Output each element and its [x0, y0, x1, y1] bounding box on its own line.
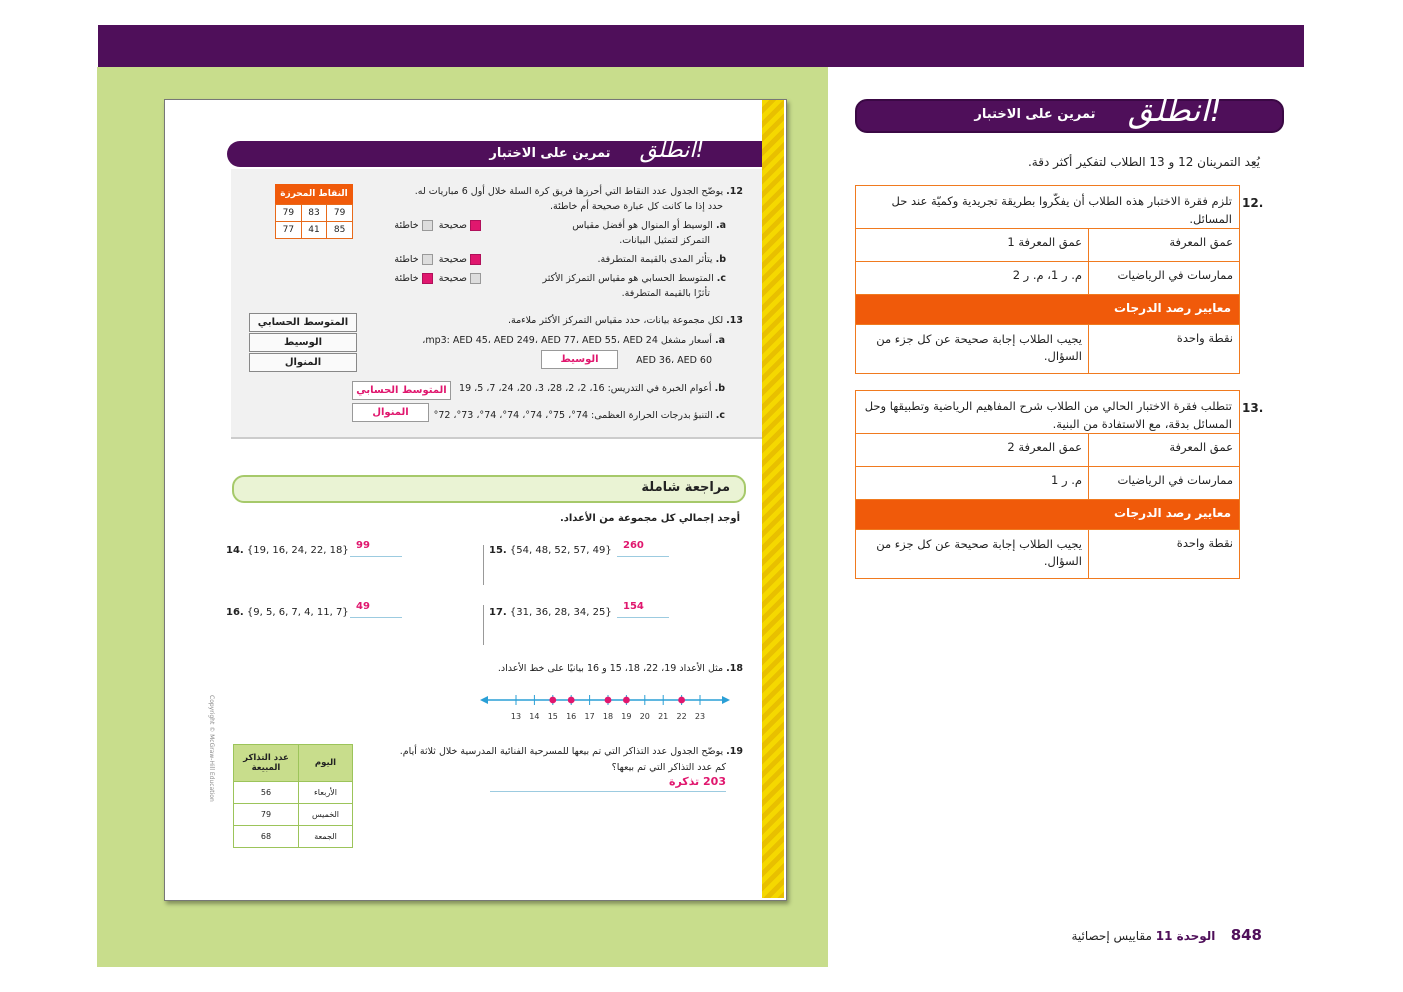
tickets-count: 79 — [234, 804, 299, 826]
points-cell: 79 — [276, 205, 302, 222]
points-cell: 79 — [327, 205, 353, 222]
q13a-line2: AED 36، AED 60 — [636, 355, 712, 366]
q12c — [500, 271, 726, 286]
tickets-day: الخميس — [299, 804, 353, 826]
q13b-label: b. — [714, 383, 725, 394]
q15-answer[interactable]: 260 — [617, 540, 669, 557]
q13a-answer[interactable]: الوسيط — [541, 350, 618, 369]
q13-text — [420, 313, 743, 328]
q17 — [489, 607, 619, 618]
page-number: 848 — [1230, 926, 1262, 944]
q12c-line2: تأثرًا بالقيمة المتطرفة. — [621, 288, 710, 299]
q17-set: {31, 36, 28, 34, 25} — [509, 607, 612, 618]
points-cell: 77 — [276, 222, 302, 239]
q12b — [500, 252, 726, 267]
t12-number — [1242, 192, 1264, 211]
q13c-text: التنبؤ بدرجات الحرارة العظمى: 74°، 75°، 74°، 74°، 74°، 73°، 72° — [433, 410, 713, 421]
t12-mp-row — [856, 261, 1239, 295]
false-label: خاطئة — [394, 220, 419, 231]
false-label: خاطئة — [394, 273, 419, 284]
number-line-point[interactable] — [623, 697, 630, 704]
number-line-tick-label: 14 — [529, 712, 540, 721]
left-arrow-icon — [480, 696, 488, 704]
t12-num-text: 12. — [1242, 196, 1264, 210]
t13-score-row — [856, 529, 1239, 578]
true-checkbox[interactable] — [470, 220, 481, 231]
tickets-table — [233, 744, 353, 848]
student-header-go: انطلق! — [639, 138, 705, 163]
q17-answer[interactable]: 154 — [617, 601, 669, 618]
number-line-tick-label: 18 — [602, 712, 614, 721]
q13b-answer[interactable]: المتوسط الحسابي — [352, 381, 451, 400]
number-line-tick-label: 22 — [676, 712, 687, 721]
q12a-line2: التمركز لتمثيل البيانات. — [619, 235, 710, 246]
points-cell: 41 — [301, 222, 327, 239]
teacher-intro: يُعِد التمرينان 12 و 13 الطلاب لتفكير أكثر دقة. — [1027, 155, 1260, 169]
number-line-tick-label: 19 — [621, 712, 632, 721]
false-checkbox[interactable] — [422, 254, 433, 265]
q18-text: مثل الأعداد 19، 22، 18، 15 و 16 بيانيًا على خط الأعداد. — [497, 663, 724, 674]
t12-table — [855, 185, 1240, 374]
t12-score-row — [856, 324, 1239, 373]
q14-set: {19, 16, 24, 22, 18} — [246, 545, 349, 556]
q18 — [440, 661, 743, 676]
number-line-point[interactable] — [549, 697, 556, 704]
yellow-stripe — [762, 100, 784, 898]
q13-instruction: لكل مجموعة بيانات، حدد مقياس التمركز الأكثر ملاءمة. — [507, 315, 724, 326]
number-line-tick-label: 13 — [510, 712, 522, 721]
option-mean[interactable]: المتوسط الحسابي — [249, 313, 357, 332]
tickets-count: 68 — [234, 826, 299, 848]
false-checkbox[interactable] — [422, 220, 433, 231]
q12c-line1: المتوسط الحسابي هو مقياس التمركز الأكثر — [542, 273, 714, 284]
q12-line2: حدد إذا ما كانت كل عبارة صحيحة أم خاطئة. — [550, 201, 723, 212]
q17-number: 17. — [489, 607, 507, 618]
t13-dok-label: عمق المعرفة — [1169, 440, 1233, 454]
number-line-point[interactable] — [568, 697, 575, 704]
student-header-title: تمرين على الاختبار — [489, 146, 611, 161]
q13a-label: a. — [714, 335, 725, 346]
q14-answer[interactable]: 99 — [350, 540, 402, 557]
q12-number: 12. — [726, 186, 743, 197]
q13-number: 13. — [726, 315, 743, 326]
tickets-count: 56 — [234, 782, 299, 804]
q12b-label: b. — [715, 254, 726, 265]
true-checkbox[interactable] — [470, 254, 481, 265]
option-median[interactable]: الوسيط — [249, 333, 357, 352]
tickets-header-day: اليوم — [299, 745, 353, 782]
t13-mp-label: ممارسات في الرياضيات — [1117, 473, 1233, 487]
points-table-title: النقاط المحرزة — [275, 184, 353, 204]
t12-rubric: معايير رصد الدرجات — [856, 294, 1239, 324]
t12-text: تلزم فقرة الاختبار هذه الطلاب أن يفكّروا بطريقة تجريدية وكميّة عند حل المسائل. — [891, 194, 1232, 226]
t13-score-label: نقطة واحدة — [1176, 536, 1233, 550]
t12-score-label: نقطة واحدة — [1176, 331, 1233, 345]
teacher-header-go: انطلق! — [1127, 91, 1223, 129]
t12-dok-value: عمق المعرفة 1 — [856, 229, 1089, 262]
q19-line1: يوضّح الجدول عدد التذاكر التي تم بيعها للمسرحية الفنائية المدرسية خلال ثلاثة أيام. — [399, 746, 724, 757]
t13-rubric: معايير رصد الدرجات — [856, 499, 1239, 529]
number-line-tick-label: 21 — [658, 712, 669, 721]
t12-dok-label: عمق المعرفة — [1169, 235, 1233, 249]
q16-set: {9, 5, 6, 7, 4, 11, 7} — [246, 607, 349, 618]
unit-title: مقاييس إحصائية — [1071, 929, 1152, 943]
q12b-text: يتأثر المدى بالقيمة المتطرفة. — [597, 254, 713, 265]
q12a-choices — [372, 218, 484, 233]
number-line-tick-label: 15 — [547, 712, 558, 721]
q19-number: 19. — [726, 746, 743, 757]
q13a — [380, 333, 725, 348]
number-line-point[interactable] — [605, 697, 612, 704]
q15-number: 15. — [489, 545, 507, 556]
t13-text: تتطلب فقرة الاختبار الحالي من الطلاب شرح المفاهيم الرياضية وتطبيقها وحل المسائل بدقة، مع الاستفادة من البنية. — [864, 399, 1232, 431]
q19-line2: كم عدد التذاكر التي تم بيعها؟ — [611, 762, 726, 773]
t12-dok-row — [856, 228, 1239, 262]
number-line-tick-label: 23 — [694, 712, 706, 721]
number-line-point[interactable] — [678, 697, 685, 704]
q16-answer[interactable]: 49 — [350, 601, 402, 618]
points-cell: 83 — [301, 205, 327, 222]
t12-score-text: يجيب الطلاب إجابة صحيحة عن كل جزء من السؤال. — [856, 325, 1089, 373]
number-line-tick-label: 17 — [584, 712, 595, 721]
false-checkbox[interactable] — [422, 273, 433, 284]
q16-number: 16. — [226, 607, 244, 618]
t13-dok-row — [856, 433, 1239, 467]
q13b-text: أعوام الخبرة في التدريس: 16، 2، 2، 28، 3، 20، 24، 7، 5، 19 — [459, 383, 712, 394]
q13c — [432, 408, 725, 423]
q12b-choices — [372, 252, 484, 267]
t13-num-text: 13. — [1242, 401, 1264, 415]
t13-mp-row — [856, 466, 1239, 500]
number-line[interactable] — [480, 688, 730, 724]
q12-text — [380, 184, 743, 199]
false-label: خاطئة — [394, 254, 419, 265]
q12c-label: c. — [716, 273, 726, 284]
q12a-line1: الوسيط أو المنوال هو أفضل مقياس — [572, 220, 713, 231]
q14 — [226, 545, 356, 556]
review-title: مراجعة شاملة — [641, 480, 730, 495]
tickets-header-count: عدد التذاكر المبيعة — [234, 745, 299, 782]
t13-table — [855, 390, 1240, 579]
t12-mp-value: م. ر 1، م. ر 2 — [856, 262, 1089, 295]
q15-set: {54, 48, 52, 57, 49} — [509, 545, 612, 556]
tickets-day: الجمعة — [299, 826, 353, 848]
top-banner — [98, 25, 1304, 67]
q12a-label: a. — [715, 220, 726, 231]
true-checkbox[interactable] — [470, 273, 481, 284]
unit-label: الوحدة 11 — [1155, 929, 1216, 943]
q13c-answer[interactable]: المنوال — [352, 403, 429, 422]
option-mode[interactable]: المنوال — [249, 353, 357, 372]
copyright: Copyright © McGraw-Hill Education — [208, 695, 215, 802]
points-grid — [275, 204, 353, 239]
teacher-header-title: تمرين على الاختبار — [974, 107, 1096, 122]
q13c-label: c. — [715, 410, 725, 421]
t13-score-text: يجيب الطلاب إجابة صحيحة عن كل جزء من السؤال. — [856, 530, 1089, 578]
q16 — [226, 607, 356, 618]
q12c-choices — [372, 271, 484, 286]
review-instruction: أوجد إجمالي كل مجموعة من الأعداد. — [559, 513, 740, 524]
points-table — [275, 184, 353, 239]
q13a-line1: أسعار مشغل mp3: AED 45، AED 249، AED 77، AED 55، AED 24، — [422, 335, 712, 346]
right-arrow-icon — [722, 696, 730, 704]
t12-mp-label: ممارسات في الرياضيات — [1117, 268, 1233, 282]
q19 — [365, 744, 743, 759]
true-label: صحيحة — [438, 273, 467, 284]
q13b — [452, 381, 725, 396]
tickets-day: الأربعاء — [299, 782, 353, 804]
true-label: صحيحة — [438, 220, 467, 231]
page-footer — [1040, 926, 1262, 944]
q12a — [500, 218, 726, 233]
t13-mp-value: م. ر 1 — [856, 467, 1089, 500]
q12-line1: يوضّح الجدول عدد النقاط التي أحرزها فريق كرة السلة خلال أول 6 مباريات له. — [414, 186, 724, 197]
q18-number: 18. — [726, 663, 743, 674]
q15 — [489, 545, 619, 556]
number-line-tick-label: 20 — [639, 712, 650, 721]
q19-answer[interactable]: 203 تذكرة — [490, 775, 726, 792]
points-cell: 85 — [327, 222, 353, 239]
number-line-tick-label: 16 — [566, 712, 577, 721]
t13-dok-value: عمق المعرفة 2 — [856, 434, 1089, 467]
t13-number — [1242, 397, 1264, 416]
true-label: صحيحة — [438, 254, 467, 265]
q14-number: 14. — [226, 545, 244, 556]
